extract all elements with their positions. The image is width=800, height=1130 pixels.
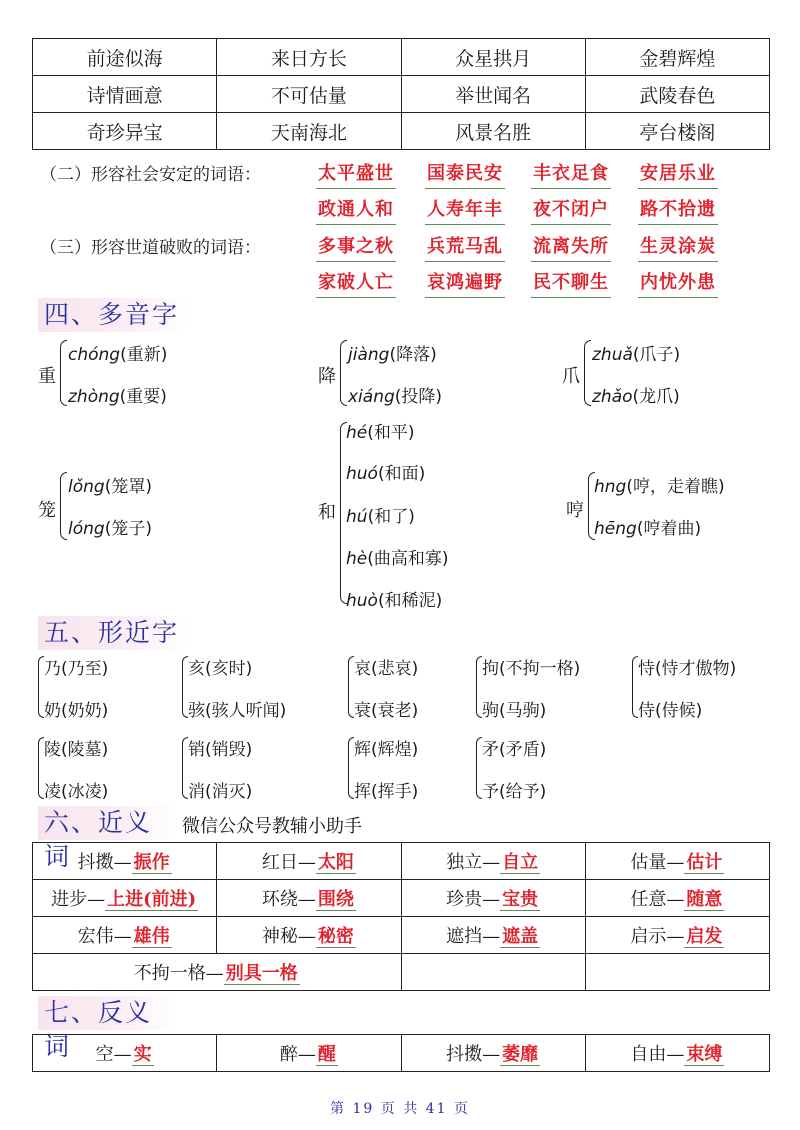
pinyin: hé (346, 423, 368, 443)
pinyin: xiáng (348, 387, 395, 407)
polyphone-char: 笼 (38, 500, 56, 521)
reading (594, 514, 701, 539)
reading (346, 418, 415, 443)
table-cell: 风景名胜 (401, 113, 585, 150)
word: 任意— (630, 889, 685, 910)
section3-label: （三）形容世道破败的词语： (40, 238, 261, 258)
pinyin: hēng (594, 519, 637, 539)
pinyin: huó (346, 464, 378, 484)
pinyin: zhòng (68, 387, 120, 407)
idiom-word: 哀鸿遍野 (427, 268, 503, 294)
example-word: (龙爪) (632, 387, 680, 407)
answer: 振作 (133, 852, 170, 873)
polyphone-char: 和 (318, 502, 336, 523)
reading (592, 340, 680, 365)
pinyin: hng (594, 477, 627, 497)
idiom-word: 内忧外患 (640, 268, 716, 294)
polyphone-char: 降 (318, 366, 336, 387)
reading (346, 544, 449, 569)
table-cell (401, 917, 585, 954)
idiom-word: 多事之秋 (318, 232, 394, 258)
example-word: (笼子) (104, 519, 152, 539)
idiom-word: 国泰民安 (427, 159, 503, 185)
reading (348, 340, 437, 365)
answer: 围绕 (317, 889, 354, 910)
table-row (33, 843, 770, 880)
section-heading-antonyms: 七、反义词 (38, 996, 178, 1030)
table-cell (401, 1035, 585, 1072)
word: 估量— (630, 852, 685, 873)
word: 珍贵— (446, 889, 501, 910)
reading (68, 514, 152, 539)
pinyin: zhuǎ (592, 345, 633, 365)
table-cell (401, 843, 585, 880)
table-cell: 亭台楼阁 (585, 113, 769, 150)
answer: 随意 (686, 889, 723, 910)
similar-word: 乃(乃至) (44, 659, 109, 679)
idiom-word: 太平盛世 (318, 159, 394, 185)
table-cell (585, 954, 769, 991)
brace (340, 340, 347, 406)
table-cell: 天南海北 (217, 113, 401, 150)
answer: 上进(前进) (107, 889, 197, 910)
brace (60, 340, 67, 406)
answer: 估计 (686, 852, 723, 873)
answer: 束缚 (686, 1044, 723, 1065)
answer: 遮盖 (502, 926, 539, 947)
example-word: (和面) (377, 464, 426, 484)
table-cell (217, 917, 401, 954)
table-cell: 众星拱月 (401, 39, 585, 76)
reading (592, 382, 680, 407)
table-cell: 来日方长 (217, 39, 401, 76)
table-cell (33, 1035, 217, 1072)
table-cell: 金碧辉煌 (585, 39, 769, 76)
idiom-word: 夜不闭户 (533, 195, 609, 221)
answer: 萎靡 (502, 1044, 539, 1065)
table-cell (585, 843, 769, 880)
example-word: (投降) (394, 387, 443, 407)
example-word: (曲高和寡) (367, 549, 449, 569)
word: 抖擞— (77, 852, 132, 873)
similar-word: 奶(奶奶) (44, 701, 109, 721)
similar-word: 销(销毁) (188, 740, 253, 760)
answer: 自立 (502, 852, 539, 873)
word: 宏伟— (77, 926, 132, 947)
table-cell (33, 843, 217, 880)
idiom-word: 民不聊生 (533, 268, 609, 294)
idiom-word: 人寿年丰 (427, 195, 503, 221)
answer: 太阳 (317, 852, 354, 873)
similar-word: 哀(悲哀) (354, 659, 419, 679)
idiom-word: 政通人和 (318, 195, 394, 221)
table-cell (217, 880, 401, 917)
table-row (33, 113, 770, 150)
similar-word: 挥(挥手) (354, 782, 419, 802)
pinyin: lǒng (68, 477, 105, 497)
polyphone-char: 哼 (566, 500, 584, 521)
reading (346, 586, 442, 611)
idiom-word: 生灵涂炭 (640, 232, 716, 258)
example-word: (和了) (367, 507, 415, 527)
brace (60, 472, 67, 540)
answer: 醒 (317, 1044, 336, 1065)
table-row (33, 1035, 770, 1072)
table-row (33, 917, 770, 954)
similar-word: 骇(骇人听闻) (188, 701, 287, 721)
section-heading-polyphones: 四、多音字 (38, 298, 188, 332)
page-footer: 第 19 页 共 41 页 (330, 1101, 470, 1117)
example-word: (降落) (389, 345, 437, 365)
table-cell (33, 880, 217, 917)
word: 独立— (446, 852, 501, 873)
pinyin: lóng (68, 519, 105, 539)
table-cell: 诗情画意 (33, 76, 217, 113)
pinyin: zhǎo (592, 387, 633, 407)
table-cell (33, 954, 402, 991)
word: 红日— (261, 852, 316, 873)
example-word: (哼，走着瞧) (626, 477, 725, 497)
similar-word: 消(消灭) (188, 782, 253, 802)
table-cell (401, 954, 585, 991)
top-idiom-table (32, 38, 770, 150)
word: 神秘— (261, 926, 316, 947)
example-word: (和稀泥) (377, 591, 443, 611)
table-row (33, 954, 770, 991)
answer: 别具一格 (225, 963, 298, 984)
brace (584, 340, 591, 406)
example-word: (重新) (120, 345, 168, 365)
reading (346, 502, 415, 527)
synonyms-table (32, 842, 770, 991)
example-word: (笼罩) (104, 477, 152, 497)
table-cell: 不可估量 (217, 76, 401, 113)
word: 空— (95, 1044, 132, 1065)
reading (68, 382, 167, 407)
example-word: (哼着曲) (636, 519, 702, 539)
word: 遮挡— (446, 926, 501, 947)
answer: 宝贵 (502, 889, 539, 910)
wechat-account-text: 微信公众号教辅小助手 (182, 816, 362, 837)
pinyin: hú (346, 507, 368, 527)
table-cell (585, 1035, 769, 1072)
table-cell: 奇珍异宝 (33, 113, 217, 150)
reading (348, 382, 442, 407)
table-cell (585, 917, 769, 954)
answer: 秘密 (317, 926, 354, 947)
idiom-word: 家破人亡 (318, 268, 394, 294)
table-cell (33, 917, 217, 954)
idiom-word: 路不拾遗 (640, 195, 716, 221)
answer: 实 (133, 1044, 152, 1065)
pinyin: huò (346, 591, 378, 611)
table-row (33, 76, 770, 113)
reading (68, 340, 167, 365)
similar-word: 辉(辉煌) (354, 740, 419, 760)
similar-word: 凌(冰凌) (44, 782, 109, 802)
similar-word: 恃(恃才傲物) (638, 659, 737, 679)
pinyin: jiàng (348, 345, 390, 365)
table-cell (217, 1035, 401, 1072)
answer: 启发 (686, 926, 723, 947)
word: 环绕— (261, 889, 316, 910)
similar-word: 陵(陵墓) (44, 740, 109, 760)
table-cell: 武陵春色 (585, 76, 769, 113)
word: 不拘一格— (133, 963, 224, 984)
similar-word: 拘(不拘一格) (482, 659, 581, 679)
word: 抖擞— (446, 1044, 501, 1065)
pinyin: hè (346, 549, 368, 569)
idiom-word: 流离失所 (533, 232, 609, 258)
answer: 雄伟 (133, 926, 170, 947)
antonyms-table (32, 1034, 770, 1072)
table-row (33, 39, 770, 76)
similar-word: 予(给予) (482, 782, 547, 802)
table-row (33, 880, 770, 917)
example-word: (爪子) (632, 345, 681, 365)
reading (68, 472, 152, 497)
word: 醉— (279, 1044, 316, 1065)
pinyin: chóng (68, 345, 121, 365)
table-cell: 前途似海 (33, 39, 217, 76)
table-cell (401, 880, 585, 917)
table-cell (585, 880, 769, 917)
idiom-word: 兵荒马乱 (427, 232, 503, 258)
similar-word: 衰(衰老) (354, 701, 419, 721)
word: 进步— (51, 889, 106, 910)
idiom-word: 丰衣足食 (533, 159, 609, 185)
section-heading-similar-chars: 五、形近字 (38, 616, 188, 650)
example-word: (和平) (367, 423, 415, 443)
similar-word: 亥(亥时) (188, 659, 253, 679)
example-word: (重要) (119, 387, 167, 407)
polyphone-char: 重 (38, 366, 56, 387)
table-cell (217, 843, 401, 880)
word: 自由— (630, 1044, 685, 1065)
word: 启示— (630, 926, 685, 947)
similar-word: 侍(侍候) (638, 701, 703, 721)
table-cell: 举世闻名 (401, 76, 585, 113)
section-heading-synonyms: 六、近义词 (38, 806, 178, 840)
similar-word: 矛(矛盾) (482, 740, 547, 760)
polyphone-char: 爪 (562, 366, 580, 387)
idiom-word: 安居乐业 (640, 159, 716, 185)
similar-word: 驹(马驹) (482, 701, 547, 721)
reading (594, 472, 725, 497)
reading (346, 459, 425, 484)
section2-label: （二）形容社会安定的词语： (40, 165, 261, 185)
